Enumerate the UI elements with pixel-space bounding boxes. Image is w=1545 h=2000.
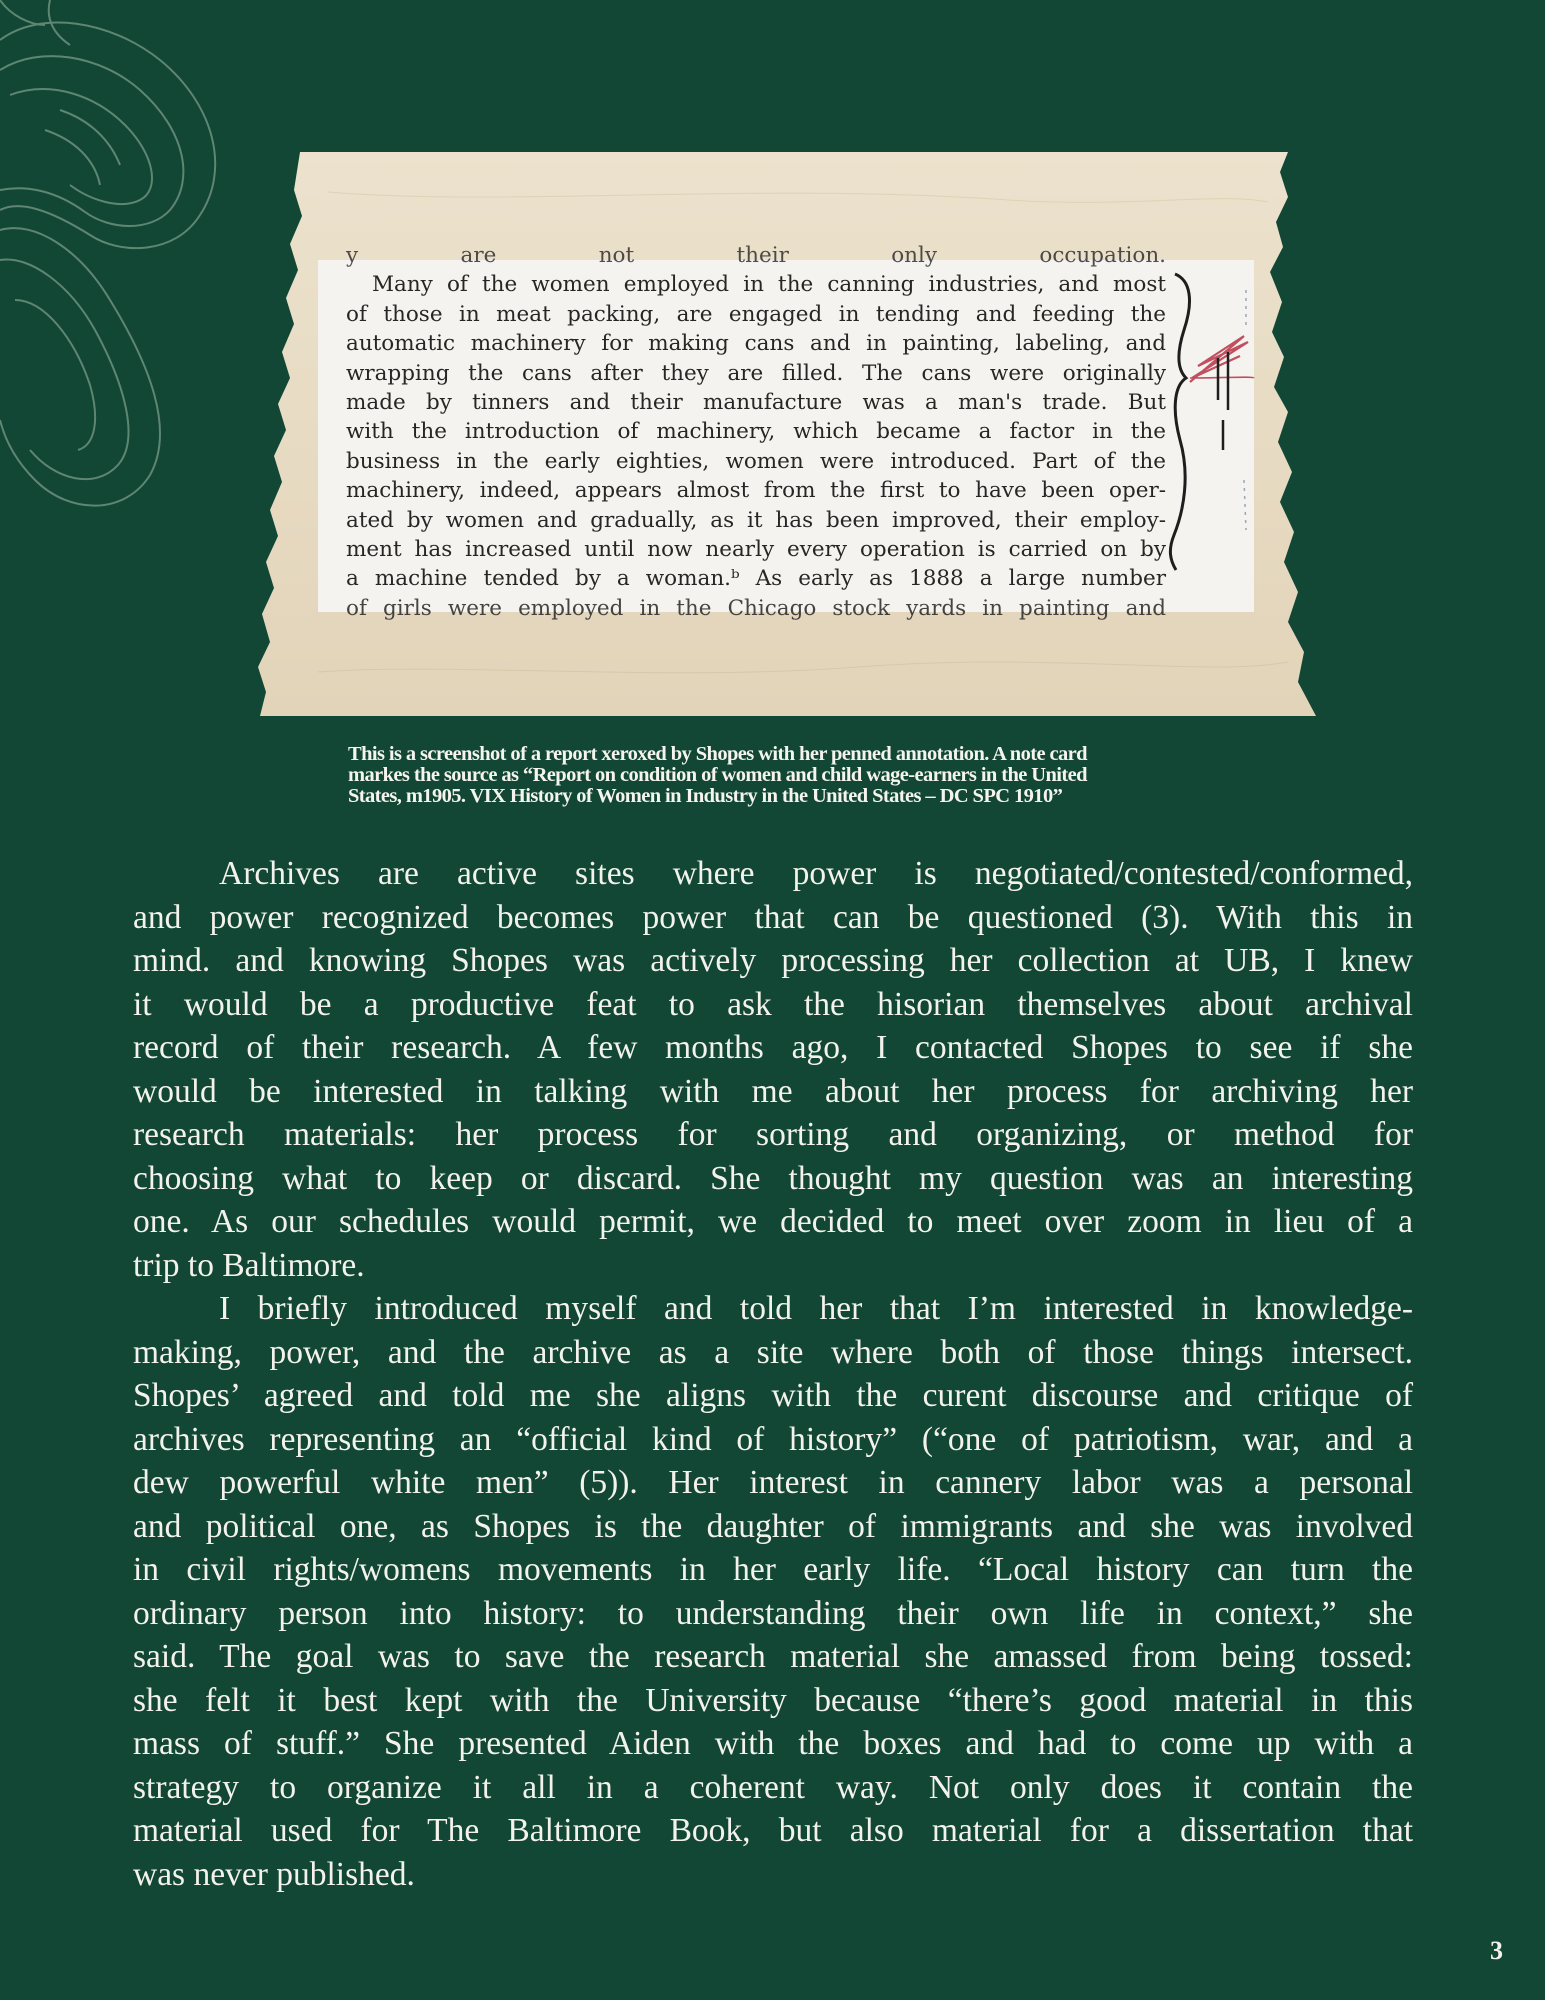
excerpt-line: ated by women and gradually, as it has been improved, their employ- — [346, 507, 1166, 533]
body-line: material used for The Baltimore Book, but also material for a dissertation that — [133, 1812, 1413, 1849]
excerpt-line: y are not their only occupation. — [346, 243, 1166, 268]
body-line: mass of stuff.” She presented Aiden with the boxes and had to come up with a — [133, 1725, 1413, 1762]
excerpt-line: of those in meat packing, are engaged in tending and feeding the — [346, 301, 1166, 327]
page-number: 3 — [1490, 1936, 1503, 1965]
body-line: in civil rights/womens movements in her early life. “Local history can turn the — [133, 1551, 1413, 1588]
body-line: trip to Baltimore. — [133, 1246, 365, 1284]
body-line: ordinary person into history: to understanding their own life in context,” she — [133, 1594, 1413, 1632]
paragraph-archives — [133, 852, 1413, 1287]
caption-line: States, m1905. VIX History of Women in Industry in the United States – DC SPC 1910” — [348, 785, 1063, 807]
body-line: Archives are active sites where power is negotiated/contested/conformed, — [219, 855, 1413, 892]
body-line: said. The goal was to save the research material she amassed from being tossed: — [133, 1638, 1413, 1675]
body-line: dew powerful white men” (5)). Her interest in cannery labor was a personal — [133, 1464, 1413, 1501]
excerpt-line: wrapping the cans after they are filled. The cans were originally — [346, 360, 1166, 386]
torn-paper-clipping — [258, 152, 1316, 716]
excerpt-line: machinery, indeed, appears almost from the first to have been oper- — [346, 478, 1166, 504]
body-line: and power recognized becomes power that can be questioned (3). With this in — [133, 898, 1413, 936]
caption-line: This is a screenshot of a report xeroxed by Shopes with her penned annotation. A note card — [348, 743, 1087, 765]
image-caption — [348, 744, 1268, 807]
paragraph-interview — [133, 1287, 1413, 1896]
body-line: mind. and knowing Shopes was actively processing her collection at UB, I knew — [133, 942, 1413, 979]
penned-annotation — [318, 260, 1254, 612]
body-line: choosing what to keep or discard. She thought my question was an interesting — [133, 1159, 1413, 1197]
excerpt-line: Many of the women employed in the canning industries, and most — [372, 272, 1166, 298]
body-line: one. As our schedules would permit, we decided to meet over zoom in lieu of a — [133, 1203, 1413, 1240]
report-excerpt-image — [318, 243, 1254, 621]
body-line: she felt it best kept with the University because “there’s good material in this — [133, 1681, 1413, 1719]
caption-line: markes the source as “Report on condition of women and child wage-earners in the United — [348, 764, 1087, 786]
excerpt-line: made by tinners and their manufacture was a man's trade. But — [346, 390, 1166, 416]
body-line: would be interested in talking with me about her process for archiving her — [133, 1072, 1413, 1110]
body-line: making, power, and the archive as a site where both of those things intersect. — [133, 1333, 1413, 1371]
excerpt-line: ment has increased until now nearly every operation is carried on by — [346, 537, 1166, 563]
body-line: research materials: her process for sorting and organizing, or method for — [133, 1116, 1413, 1153]
body-line: archives representing an “official kind of history” (“one of patriotism, war, and a — [133, 1420, 1413, 1458]
body-line: strategy to organize it all in a coherent way. Not only does it contain the — [133, 1768, 1413, 1806]
excerpt-line: business in the early eighties, women were introduced. Part of the — [346, 448, 1166, 474]
excerpt-line: of girls were employed in the Chicago stock yards in painting and — [346, 595, 1166, 621]
body-line: and political one, as Shopes is the daughter of immigrants and she was involved — [133, 1507, 1413, 1545]
body-line: record of their research. A few months ago, I contacted Shopes to see if she — [133, 1029, 1413, 1066]
article-body — [133, 852, 1413, 1896]
excerpt-line: a machine tended by a woman.ᵇ As early as 1888 a large number — [346, 566, 1166, 592]
body-line: was never published. — [133, 1855, 415, 1893]
excerpt-line: automatic machinery for making cans and in painting, labeling, and — [346, 331, 1166, 357]
body-line: I briefly introduced myself and told her that I’m interested in knowledge- — [219, 1290, 1413, 1327]
oyster-shell-illustration — [0, 0, 240, 520]
body-line: Shopes’ agreed and told me she aligns with the curent discourse and critique of — [133, 1377, 1413, 1414]
excerpt-line: with the introduction of machinery, which became a factor in the — [346, 419, 1166, 445]
body-line: it would be a productive feat to ask the hisorian themselves about archival — [133, 985, 1413, 1023]
